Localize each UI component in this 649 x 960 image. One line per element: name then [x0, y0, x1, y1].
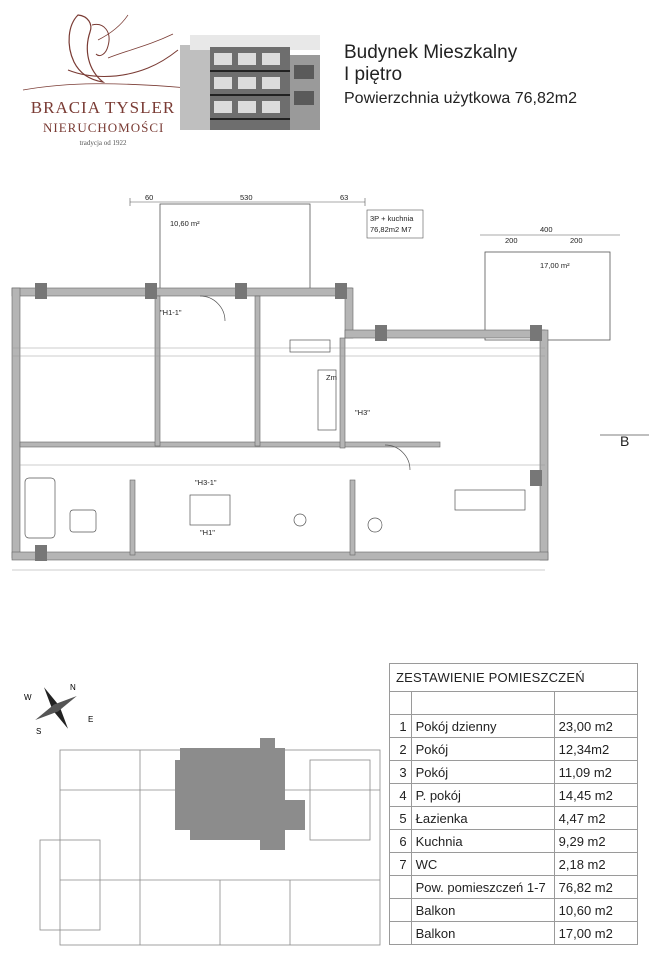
tag-h1: "H1": [200, 528, 215, 537]
table-row: [390, 761, 638, 784]
row-name: Łazienka: [411, 807, 554, 830]
floor-label: I piętro: [344, 64, 403, 85]
table-row: [390, 738, 638, 761]
table-row: [390, 807, 638, 830]
compass-n: N: [70, 683, 76, 692]
extra-name: Balkon: [411, 899, 554, 922]
row-value: 2,18 m2: [554, 853, 637, 876]
table-row: [390, 853, 638, 876]
table-row: [390, 899, 638, 922]
row-name: WC: [411, 853, 554, 876]
table-row: [390, 922, 638, 945]
floor-plan-drawing: [0, 180, 649, 600]
tag-h3: "H3": [355, 408, 370, 417]
dim-top-3: 63: [340, 193, 349, 202]
row-value: 11,09 m2: [554, 761, 637, 784]
dim-right-1: 400: [540, 225, 553, 234]
row-value: 9,29 m2: [554, 830, 637, 853]
building-title: Budynek Mieszkalny: [344, 42, 518, 63]
usable-area-label: Powierzchnia użytkowa 76,82m2: [344, 90, 578, 107]
logo-subtitle: NIERUCHOMOŚCI: [43, 120, 165, 135]
extra-value: 10,60 m2: [554, 899, 637, 922]
row-name: Pokój: [411, 761, 554, 784]
section-b-marker: B: [620, 433, 630, 449]
row-num: 7: [390, 853, 412, 876]
table-total-row: [390, 876, 638, 899]
logo-brand-name: BRACIA TYSLER: [30, 98, 176, 117]
extra-value: 17,00 m2: [554, 922, 637, 945]
row-name: Pokój dzienny: [411, 715, 554, 738]
logo-tagline: tradycja od 1922: [79, 139, 127, 147]
dim-top-2: 530: [240, 193, 253, 202]
row-num: 3: [390, 761, 412, 784]
row-name: Pokój: [411, 738, 554, 761]
row-value: 12,34m2: [554, 738, 637, 761]
extra-name: Balkon: [411, 922, 554, 945]
dim-right-3: 200: [570, 236, 583, 245]
tag-zm: Zm: [326, 373, 337, 382]
row-value: 14,45 m2: [554, 784, 637, 807]
tag-h3-1: "H3-1": [195, 478, 217, 487]
table-row: [390, 715, 638, 738]
row-num: 6: [390, 830, 412, 853]
company-logo: [8, 10, 188, 147]
rooms-table-title-row: [390, 664, 638, 692]
rooms-table-title: ZESTAWIENIE POMIESZCZEŃ: [390, 664, 638, 692]
unit-label-area: 76,82m2 M7: [370, 225, 412, 234]
site-highlight-block: [175, 738, 305, 850]
row-value: 23,00 m2: [554, 715, 637, 738]
building-elevation-image: [180, 35, 330, 130]
compass-e: E: [88, 715, 94, 724]
total-value: 76,82 m2: [554, 876, 637, 899]
total-name: Pow. pomieszczeń 1-7: [411, 876, 554, 899]
site-plan-drawing: [20, 730, 390, 955]
compass-s: S: [36, 727, 42, 736]
compass-w: W: [24, 693, 32, 702]
balcony-right-area: 17,00 m²: [540, 261, 570, 270]
row-num: 1: [390, 715, 412, 738]
row-num: 2: [390, 738, 412, 761]
balcony-left-area: 10,60 m²: [170, 219, 200, 228]
balcony-left-outline: [160, 204, 310, 292]
unit-label-type: 3P + kuchnia: [370, 214, 414, 223]
row-num: 5: [390, 807, 412, 830]
row-value: 4,47 m2: [554, 807, 637, 830]
rooms-table-spacer-row: [390, 692, 638, 715]
row-num: 4: [390, 784, 412, 807]
dim-top-1: 60: [145, 193, 154, 202]
table-row: [390, 784, 638, 807]
rooms-table: [389, 663, 638, 945]
table-row: [390, 830, 638, 853]
row-name: P. pokój: [411, 784, 554, 807]
dim-right-2: 200: [505, 236, 518, 245]
row-name: Kuchnia: [411, 830, 554, 853]
logo-emblem: [8, 10, 198, 105]
tag-h1-1: "H1-1": [160, 308, 182, 317]
